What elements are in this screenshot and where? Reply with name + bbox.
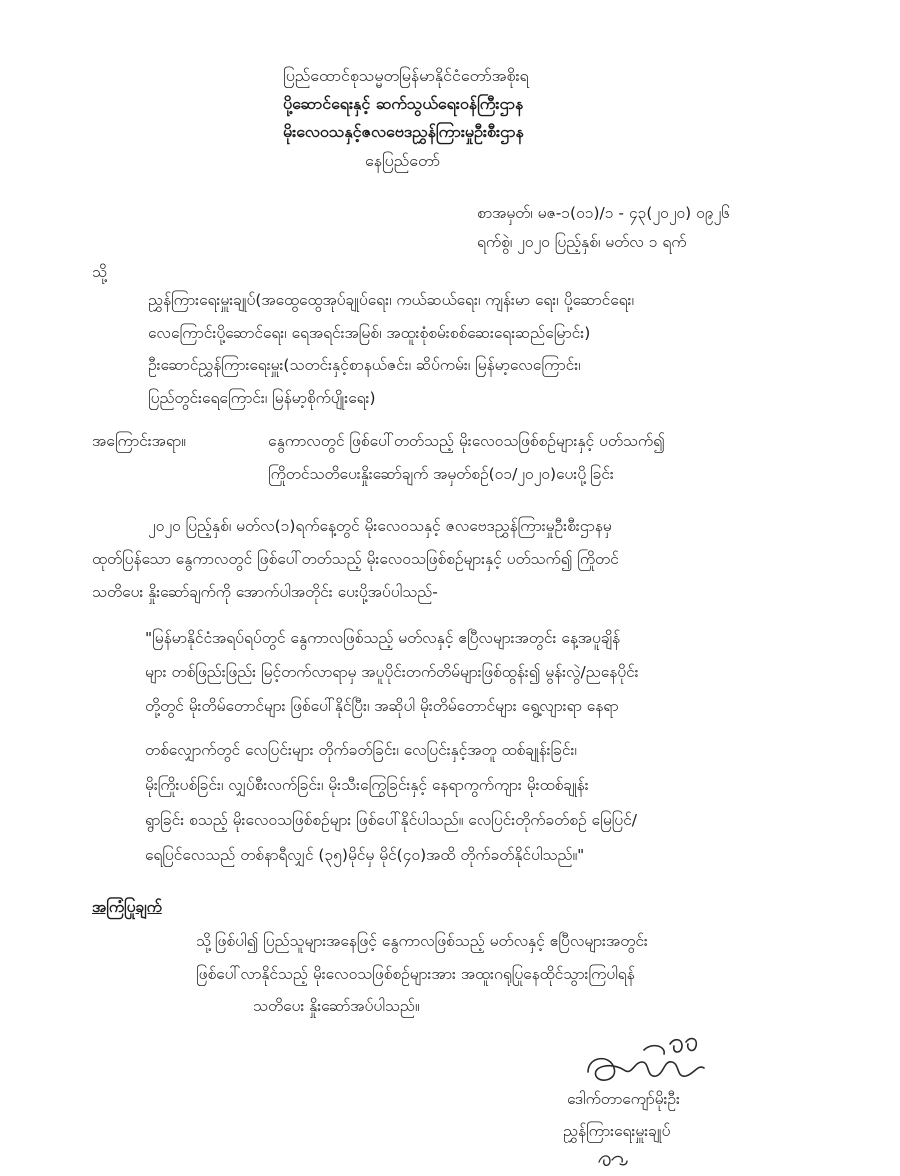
- letter-date: ရက်စွဲ၊ ၂၀၂၀ ပြည့်နှစ်၊ မတ်လ ၁ ရက်: [477, 233, 687, 251]
- initial-mark: [596, 1148, 630, 1170]
- recipient-line: ဦးဆောင်ညွှန်ကြားရေးမှူး(သတင်းနှင့်စာနယ်ဇင်း၊ ဆိပ်ကမ်း၊ မြန်မာ့လေကြောင်း၊: [148, 356, 581, 374]
- handwritten-signature: [582, 1032, 732, 1094]
- letter-number: စာအမှတ်၊ မဇ-၁(၀၁)/၁ - ၄၃(၂၀၂၀) ၀၉၂၆: [477, 204, 730, 222]
- quote-line: ရေပြင်လေသည် တစ်နာရီလျှင် (၃၅)မိုင်မှ မိုင်(၄၀)အထိ တိုက်ခတ်နိုင်ပါသည်။": [145, 846, 585, 864]
- header-department: မိုးလေဝသနှင့်ဇလဗေဒညွှန်ကြားမှုဦးစီးဌာန: [283, 122, 524, 141]
- subject-label: အကြောင်းအရာ။: [92, 432, 186, 450]
- intro-line: သတိပေး နှိုးဆော်ချက်ကို အောက်ပါအတိုင်း ပေးပို့အပ်ပါသည်-: [92, 583, 438, 601]
- quote-line: ရွာခြင်း စသည့် မိုးလေဝသဖြစ်စဉ်များ ဖြစ်ပေါ်နိုင်ပါသည်။ လေပြင်းတိုက်ခတ်စဉ် မြေပြင်/: [145, 811, 637, 829]
- quote-line: များ တစ်ဖြည်းဖြည်း မြင့်တက်လာရာမှ အပူပိုင်းတက်တိမ်များဖြစ်ထွန်း၍ မွန်းလွဲ/ညနေပိုင်း: [145, 663, 639, 681]
- quote-line: တစ်လျှောက်တွင် လေပြင်းများ တိုက်ခတ်ခြင်း၊ လေပြင်းနှင့်အတူ ထစ်ချုန်းခြင်း၊: [145, 741, 577, 759]
- to-label: သို့: [92, 263, 107, 281]
- quote-line: "မြန်မာနိုင်ငံအရပ်ရပ်တွင် နွေကာလဖြစ်သည့် မတ်လနှင့် ဧပြီလများအတွင်း နေ့အပူချိန်: [145, 629, 621, 647]
- advice-line: သို့ဖြစ်ပါ၍ ပြည်သူများအနေဖြင့် နွေကာလဖြစ်သည့် မတ်လနှင့် ဧပြီလများအတွင်း: [196, 932, 648, 950]
- intro-line: ထုတ်ပြန်သော နွေကာလတွင် ဖြစ်ပေါ်တတ်သည့် မိုးလေဝသဖြစ်စဉ်များနှင့် ပတ်သက်၍ ကြိုတင်: [92, 550, 619, 568]
- recipient-line: ပြည်တွင်းရေကြောင်း၊ မြန်မာ့စိုက်ပျိုးရေး): [148, 389, 376, 407]
- signatory-title: ညွှန်ကြားရေးမှူးချုပ်: [563, 1122, 671, 1140]
- advice-heading: အကြံပြုချက်: [92, 898, 162, 916]
- intro-line: ၂၀၂၀ ပြည့်နှစ်၊ မတ်လ(၁)ရက်နေ့တွင် မိုးလေဝသနှင့် ဇလဗေဒညွှန်ကြားမှုဦးစီးဌာနမှ: [148, 517, 612, 535]
- advice-line: ဖြစ်ပေါ်လာနိုင်သည့် မိုးလေဝသဖြစ်စဉ်များအား အထူးဂရုပြုနေထိုင်သွားကြပါရန်: [196, 965, 635, 983]
- header-city: နေပြည်တော်: [365, 151, 441, 170]
- subject-line: ကြိုတင်သတိပေးနှိုးဆော်ချက် အမှတ်စဉ်(၀၁/၂၀၂၀)ပေးပို့ခြင်း: [268, 465, 614, 483]
- recipient-line: လေကြောင်းပို့ဆောင်ရေး၊ ရေအရင်းအမြစ်၊ အထူးစုံစမ်းစစ်ဆေးရေးဆည်မြောင်း): [148, 324, 591, 342]
- subject-line: နွေကာလတွင် ဖြစ်ပေါ်တတ်သည့် မိုးလေဝသဖြစ်စဉ်များနှင့် ပတ်သက်၍: [268, 432, 665, 450]
- signatory-name: ဒေါက်တာကျော်မိုးဦး: [567, 1090, 680, 1108]
- header-government: ပြည်ထောင်စုသမ္မတမြန်မာနိုင်ငံတော်အစိုးရ: [283, 66, 529, 85]
- quote-line: တို့တွင် မိုးတိမ်တောင်များ ဖြစ်ပေါ်နိုင်ပြီး၊ အဆိုပါ မိုးတိမ်တောင်များ ရွေ့လျားရာ နေရာ: [145, 697, 619, 715]
- quote-line: မိုးကြိုးပစ်ခြင်း၊ လျှပ်စီးလက်ခြင်း၊ မိုးသီးကြွေခြင်းနှင့် နေရာကွက်ကျား မိုးထစ်ချုန်း: [145, 776, 589, 794]
- advice-line: သတိပေး နှိုးဆော်အပ်ပါသည်။: [253, 997, 420, 1015]
- recipient-line: ညွှန်ကြားရေးမှူးချုပ်(အထွေထွေအုပ်ချုပ်ရေး၊ ကယ်ဆယ်ရေး၊ ကျန်းမာ ရေး၊ ပို့ဆောင်ရေး၊: [148, 291, 634, 309]
- header-ministry: ပို့ဆောင်ရေးနှင့် ဆက်သွယ်ရေးဝန်ကြီးဌာန: [283, 94, 524, 113]
